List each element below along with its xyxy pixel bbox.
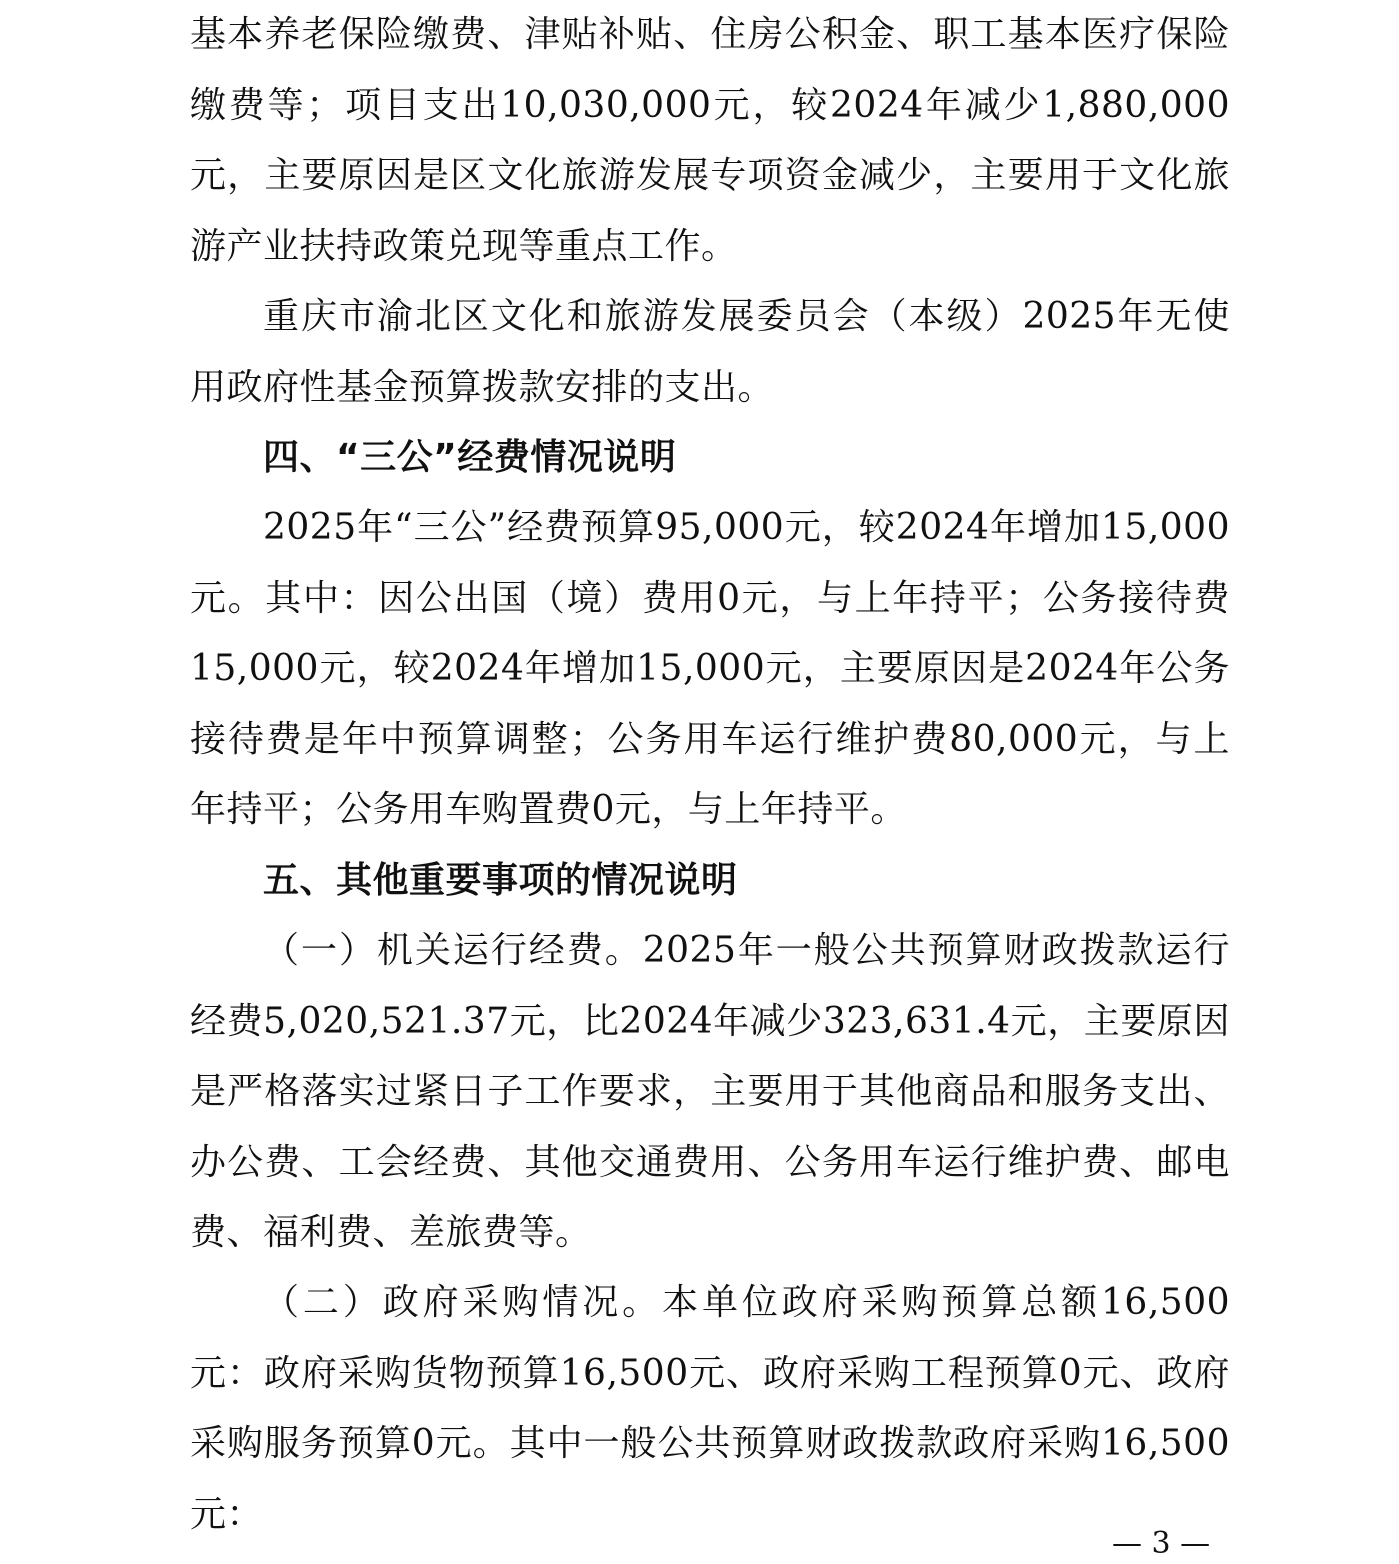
page-number: — 3 — bbox=[1112, 1526, 1211, 1561]
heading-other-matters: 五、其他重要事项的情况说明 bbox=[263, 860, 738, 901]
paragraph-operating-expenses: （一）机关运行经费。2025年一般公共预算财政拨款运行经费5,020,521.37元，比2024年减少323,631.4元，主要原因是严格落实过紧日子工作要求，主要用于其他商品和服务支出、办公费、工会经费、其他交通费用、公务用车运行维护费、邮电费、福利费、差旅费等。 bbox=[190, 930, 1230, 1253]
paragraph-three-public-expenses: 2025年“三公”经费预算95,000元，较2024年增加15,000元。其中：因公出国（境）费用0元，与上年持平；公务接待费15,000元，较2024年增加15,000元，主要原因是2024年公务接待费是年中预算调整；公务用车运行维护费80,000元，与上年持平；公务用车购置费0元，与上年持平。 bbox=[190, 507, 1230, 830]
paragraph-government-fund: 重庆市渝北区文化和旅游发展委员会（本级）2025年无使用政府性基金预算拨款安排的支出。 bbox=[190, 296, 1230, 408]
paragraph-project-expenditure: 基本养老保险缴费、津贴补贴、住房公积金、职工基本医疗保险缴费等；项目支出10,030,000元，较2024年减少1,880,000元，主要原因是区文化旅游发展专项资金减少，主要用于文化旅游产业扶持政策兑现等重点工作。 bbox=[190, 14, 1230, 267]
heading-three-public-expenses: 四、“三公”经费情况说明 bbox=[263, 437, 677, 478]
paragraph-government-procurement: （二）政府采购情况。本单位政府采购预算总额16,500元：政府采购货物预算16,500元、政府采购工程预算0元、政府采购服务预算0元。其中一般公共预算财政拨款政府采购16,500元： bbox=[190, 1282, 1230, 1535]
